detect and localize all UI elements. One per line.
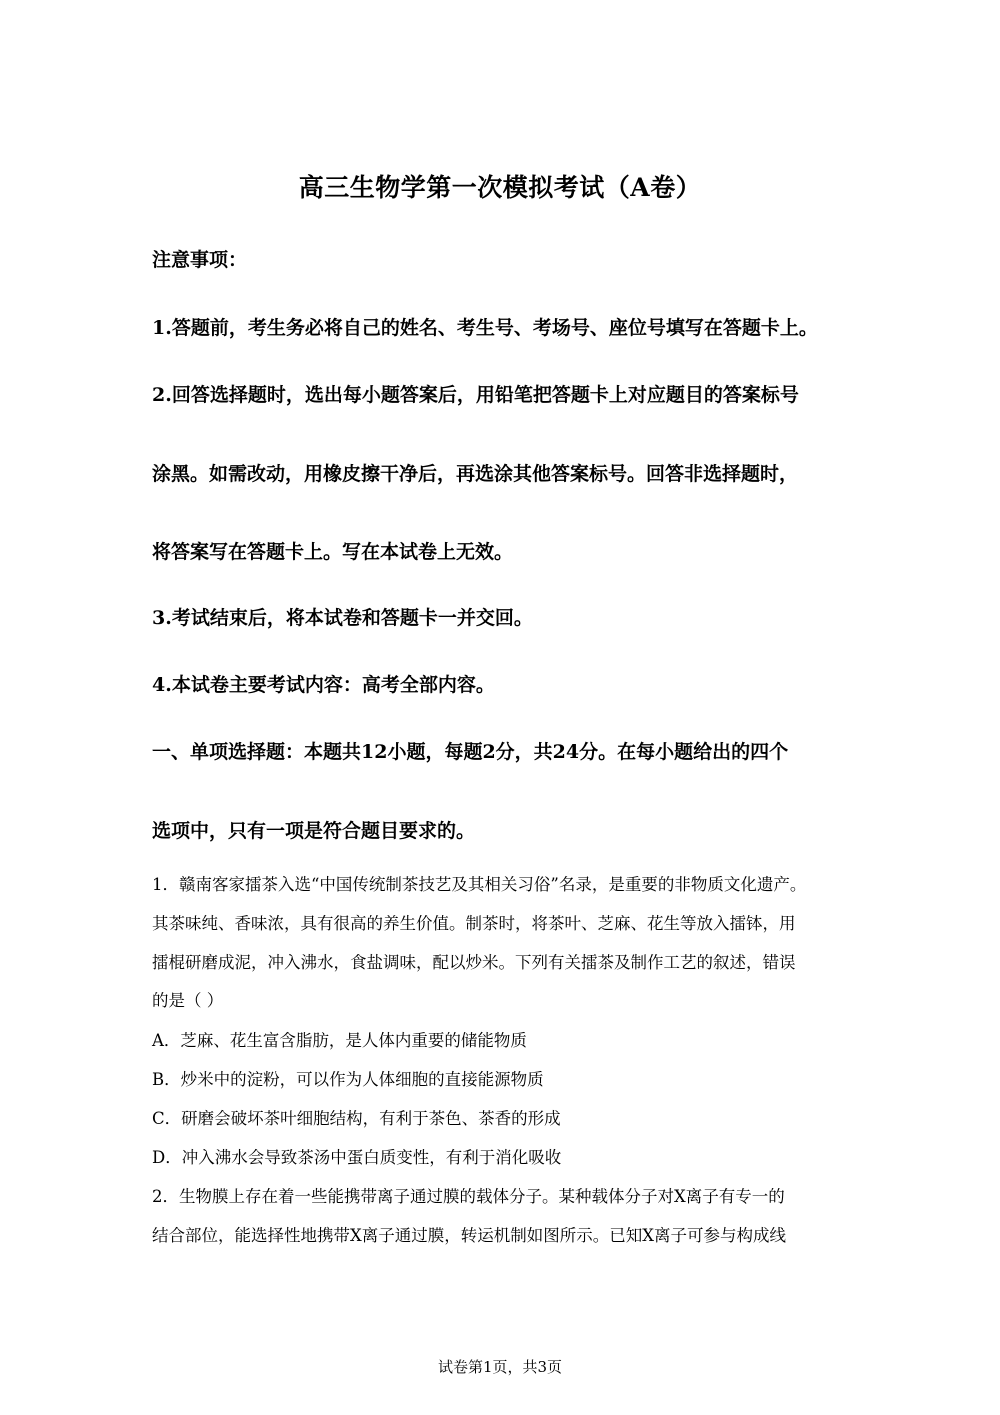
q1-option-b: B．炒米中的淀粉，可以作为人体细胞的直接能源物质	[152, 1070, 544, 1089]
notice-item-2-cont: 涂黑。如需改动，用橡皮擦干净后，再选涂其他答案标号。回答非选择题时，	[152, 463, 799, 485]
q2-stem-line-2: 结合部位，能选择性地携带X离子通过膜，转运机制如图所示。已知X离子可参与构成线	[152, 1226, 786, 1245]
notice-item-2: 2.回答选择题时，选出每小题答案后，用铅笔把答题卡上对应题目的答案标号	[152, 384, 799, 406]
q1-option-a: A．芝麻、花生富含脂肪，是人体内重要的储能物质	[152, 1031, 527, 1050]
notice-item-1: 1.答题前，考生务必将自己的姓名、考生号、考场号、座位号填写在答题卡上。	[152, 317, 818, 339]
notice-heading: 注意事项：	[152, 249, 248, 271]
q1-stem-line-1: 1．赣南客家擂茶入选“中国传统制茶技艺及其相关习俗”名录，是重要的非物质文化遗产。	[152, 875, 807, 894]
q1-stem-line-4: 的是（ ）	[152, 991, 224, 1010]
page-footer: 试卷第1页，共3页	[437, 1358, 563, 1376]
q1-stem-line-3: 擂棍研磨成泥，冲入沸水，食盐调味，配以炒米。下列有关擂茶及制作工艺的叙述，错误	[152, 953, 796, 972]
q1-option-c: C．研磨会破坏茶叶细胞结构，有利于茶色、茶香的形成	[152, 1109, 561, 1128]
notice-item-2-end: 将答案写在答题卡上。写在本试卷上无效。	[152, 541, 514, 563]
notice-item-4: 4.本试卷主要考试内容：高考全部内容。	[152, 674, 495, 696]
q2-stem-line-1: 2．生物膜上存在着一些能携带离子通过膜的载体分子。某种载体分子对X离子有专一的	[152, 1187, 785, 1206]
section-1-heading: 一、单项选择题：本题共12小题，每题2分，共24分。在每小题给出的四个	[152, 741, 789, 763]
section-1-heading-cont: 选项中，只有一项是符合题目要求的。	[152, 820, 476, 842]
q1-stem-line-2: 其茶味纯、香味浓，具有很高的养生价值。制茶时，将茶叶、芝麻、花生等放入擂钵，用	[152, 914, 796, 933]
exam-title: 高三生物学第一次模拟考试（A卷）	[298, 173, 702, 202]
notice-item-3: 3.考试结束后，将本试卷和答题卡一并交回。	[152, 607, 533, 629]
q1-option-d: D．冲入沸水会导致茶汤中蛋白质变性，有利于消化吸收	[152, 1148, 562, 1167]
